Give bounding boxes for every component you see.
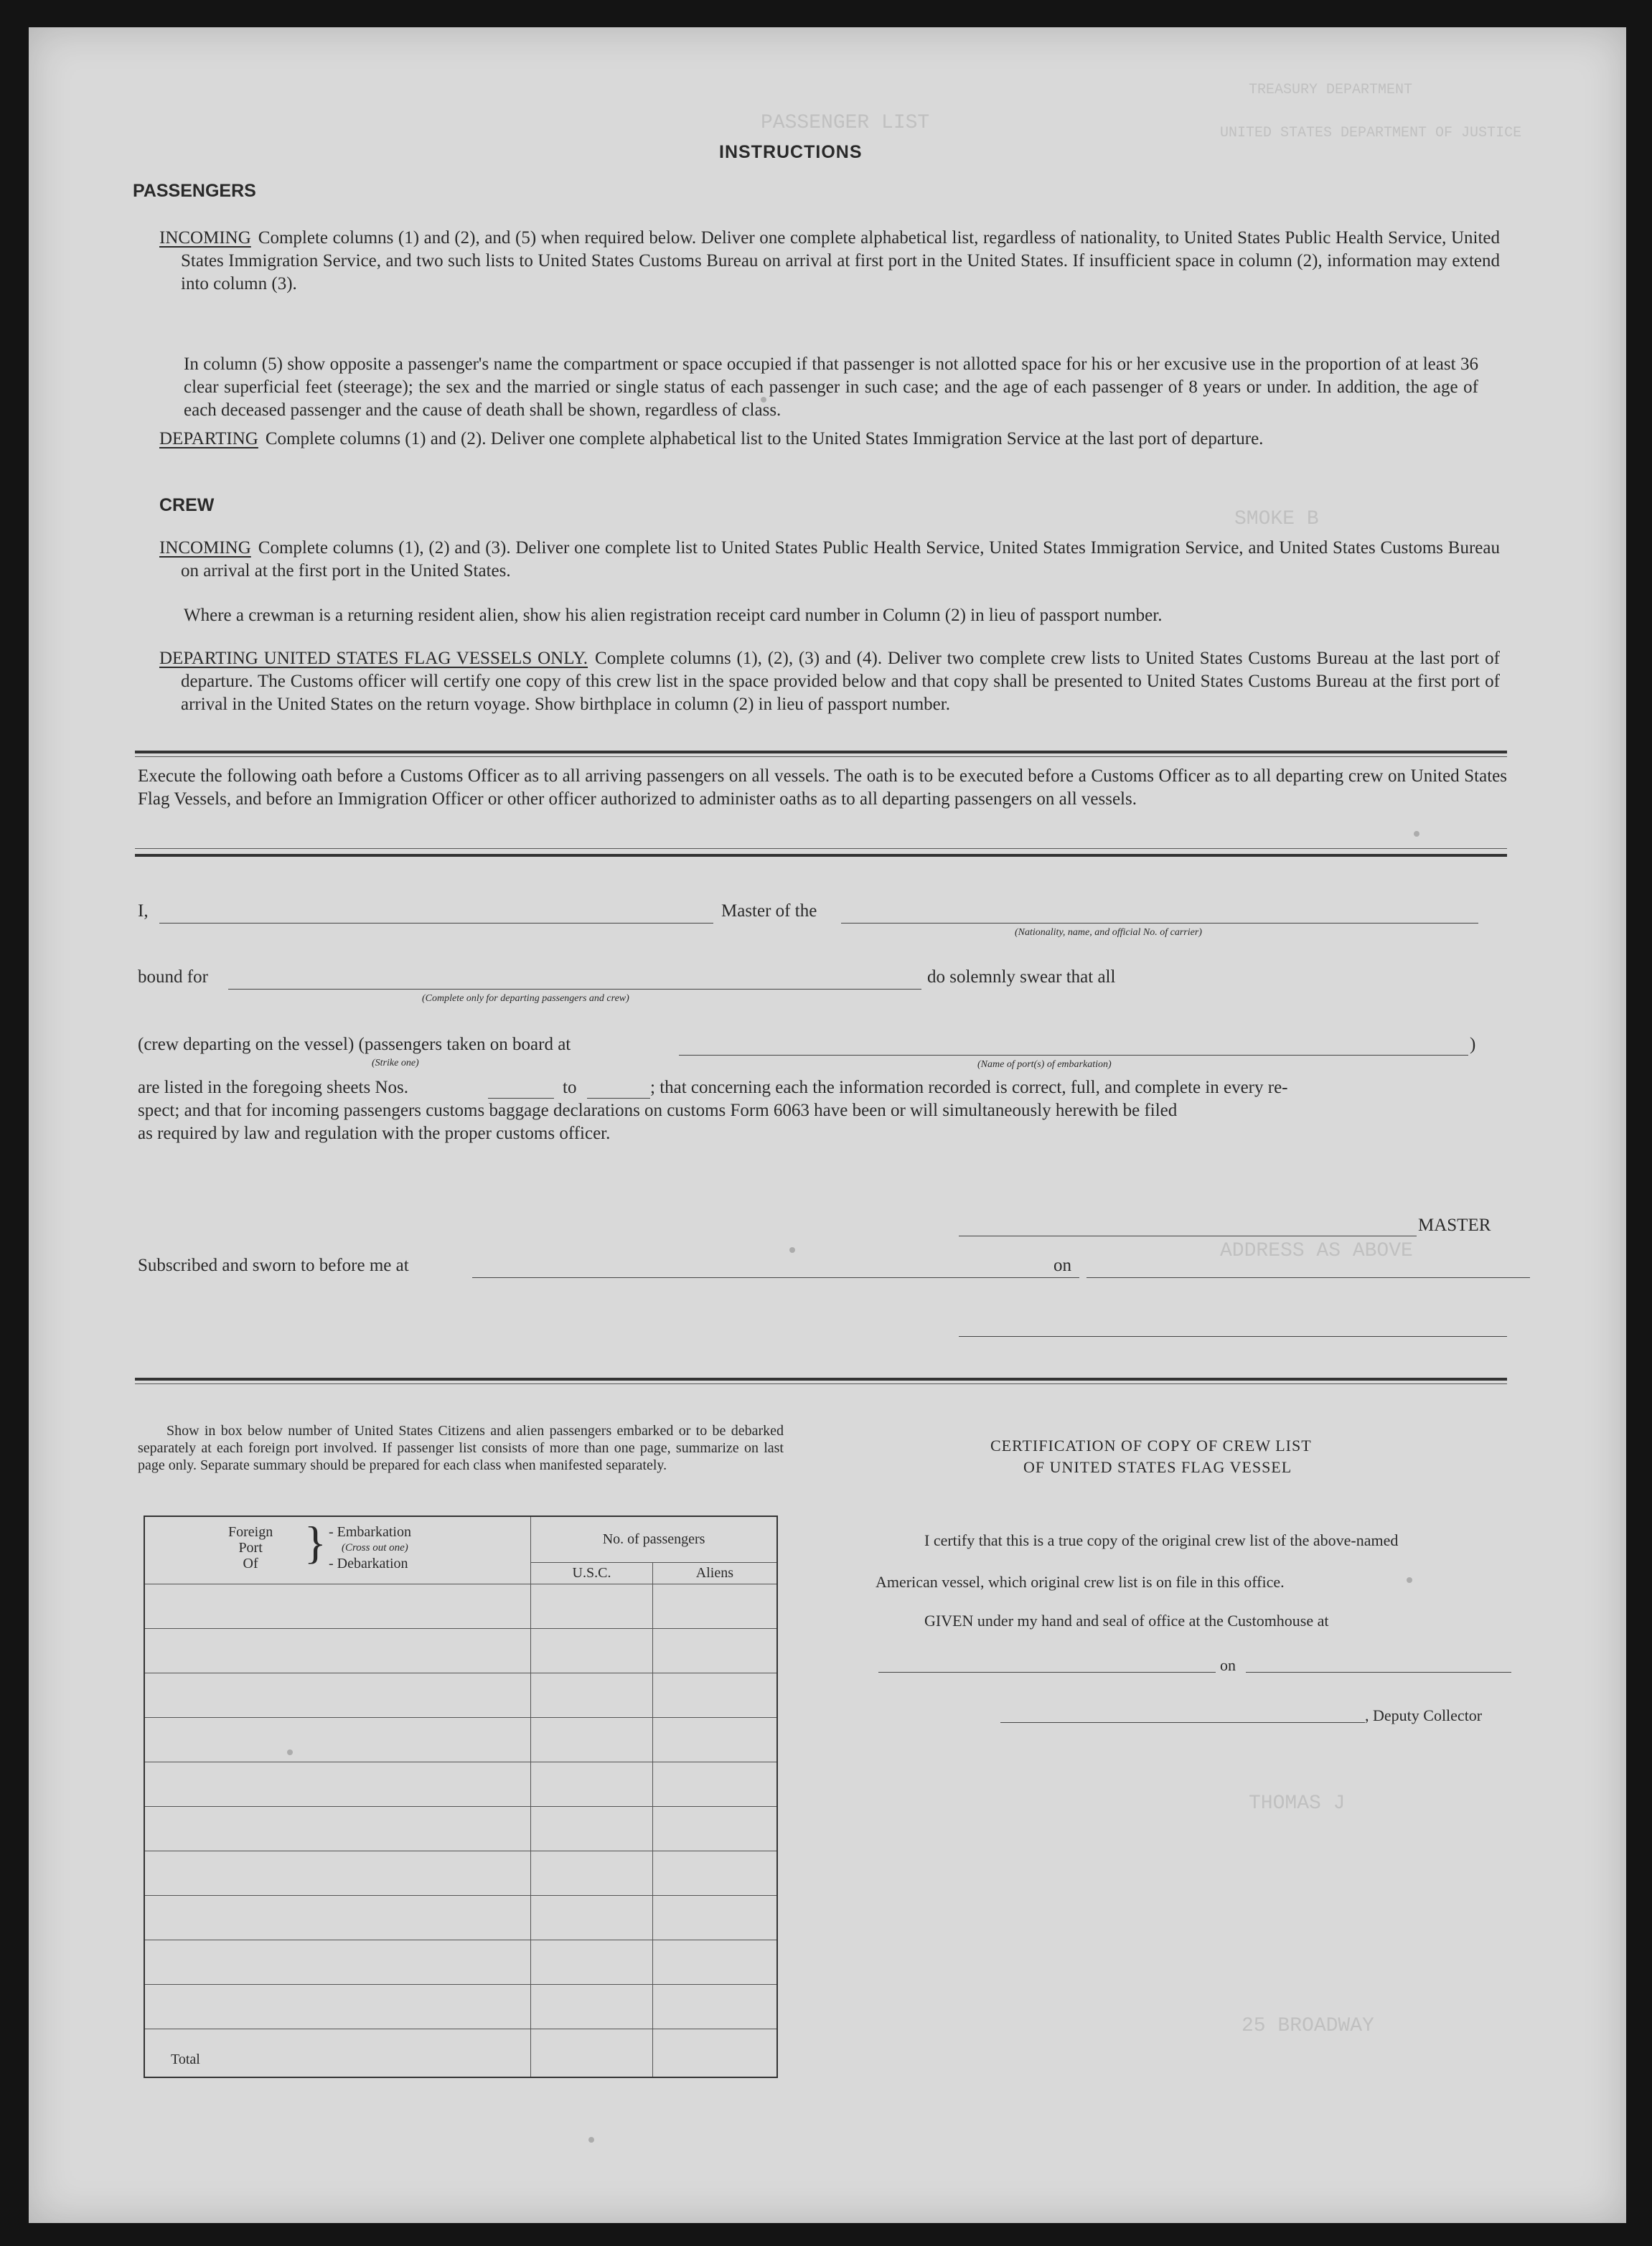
departing-flag-text: Complete columns (1), (2), (3) and (4). Deliver two complete crew lists to United States Customs Bureau at the last port of departure. The Customs officer will certify one copy of this crew list in the space provided below and that copy shall be presented to United States Customs Bureau at the first port of arrival in the United States on the return voyage. Show birthplace in column (2) in lieu of passport number. <box>181 649 1500 714</box>
aliens-cell[interactable] <box>652 1806 777 1851</box>
departing-passengers-instructions <box>159 428 1500 451</box>
sworn-place-field[interactable] <box>472 1277 1079 1278</box>
foreign-port-header <box>144 1516 531 1584</box>
of-label: Of <box>243 1556 258 1571</box>
incoming-crew-instructions <box>159 537 1500 583</box>
resident-alien-text: Where a crewman is a returning resident alien, show his alien registration receipt card number in Column (2) in lieu of passport number. <box>184 606 1163 625</box>
paper-speck <box>789 1247 795 1253</box>
usc-cell[interactable] <box>531 1984 653 2029</box>
debarkation-option[interactable]: - Debarkation <box>329 1556 408 1571</box>
page-title: INSTRUCTIONS <box>719 142 863 162</box>
aliens-cell[interactable] <box>652 1984 777 2029</box>
resident-alien-instructions <box>184 604 1478 627</box>
crew-departing-label: (crew departing on the vessel) (passengers taken on board at <box>138 1035 571 1054</box>
aliens-cell[interactable] <box>652 1584 777 1628</box>
oath-i-label: I, <box>138 901 149 921</box>
port-cell[interactable] <box>144 1895 531 1940</box>
certify-text: I certify that this is a true copy of the original crew list of the above-named <box>924 1531 1399 1549</box>
total-row <box>144 2029 777 2077</box>
incoming-label: INCOMING <box>159 228 251 248</box>
departing-flag-instructions <box>159 647 1500 716</box>
table-row <box>144 1940 777 1984</box>
carrier-field[interactable] <box>841 923 1478 924</box>
strike-one-caption: (Strike one) <box>372 1058 419 1068</box>
given-text: GIVEN under my hand and seal of office at the Customhouse at <box>924 1612 1329 1630</box>
table-row <box>144 1762 777 1806</box>
total-label: Total <box>144 2029 531 2077</box>
port-cell[interactable] <box>144 1717 531 1762</box>
bleed-through-text: PASSENGER LIST <box>761 112 930 134</box>
certification-title-line2: OF UNITED STATES FLAG VESSEL <box>1023 1458 1292 1476</box>
usc-cell[interactable] <box>531 1584 653 1628</box>
box-instructions <box>138 1422 784 1474</box>
departing-passengers-text: Complete columns (1) and (2). Deliver one complete alphabetical list to the United States Immigration Service at the last port of departure. <box>265 429 1264 448</box>
aliens-cell[interactable] <box>652 1895 777 1940</box>
passengers-heading: PASSENGERS <box>133 181 256 201</box>
aliens-cell[interactable] <box>652 1851 777 1895</box>
port-cell[interactable] <box>144 1851 531 1895</box>
bleed-through-text: ADDRESS AS ABOVE <box>1220 1240 1413 1262</box>
box-instructions-text: Show in box below number of United States Citizens and alien passengers embarked or to be debarked separately at each foreign port involved. If passenger list consists of more than one page, summarize on last page only. Separate summary should be prepared for each class when manifested separately. <box>138 1423 784 1473</box>
table-row <box>144 1851 777 1895</box>
master-label: MASTER <box>1418 1216 1491 1235</box>
divider-rule <box>135 756 1507 757</box>
usc-cell[interactable] <box>531 1895 653 1940</box>
incoming-passengers-text: Complete columns (1) and (2), and (5) when required below. Deliver one complete alphabetical list, regardless of nationality, to United States Public Health Service, United States Immigration Service, and two such lists to United States Customs Bureau on arrival at first port in the United States. If insufficient space in column (2), information may extend into column (3). <box>181 228 1500 293</box>
carrier-caption: (Nationality, name, and official No. of carrier) <box>1015 927 1202 938</box>
port-cell[interactable] <box>144 1984 531 2029</box>
bound-for-caption: (Complete only for departing passengers and crew) <box>422 993 629 1004</box>
customhouse-field[interactable] <box>878 1672 1216 1673</box>
crew-heading: CREW <box>159 495 215 515</box>
port-cell[interactable] <box>144 1673 531 1717</box>
ports-field[interactable] <box>679 1055 1468 1056</box>
table-row <box>144 1717 777 1762</box>
to-label: to <box>563 1078 577 1097</box>
usc-cell[interactable] <box>531 1628 653 1673</box>
subscribed-label: Subscribed and sworn to before me at <box>138 1256 409 1275</box>
usc-cell[interactable] <box>531 1673 653 1717</box>
swear-label: do solemnly swear that all <box>927 967 1116 987</box>
aliens-cell[interactable] <box>652 1673 777 1717</box>
divider-rule <box>135 751 1507 753</box>
aliens-header: Aliens <box>652 1562 777 1584</box>
bleed-through-text: TREASURY DEPARTMENT <box>1249 82 1413 98</box>
table-row <box>144 1984 777 2029</box>
divider-rule <box>135 854 1507 857</box>
officer-signature-field[interactable] <box>959 1336 1507 1337</box>
certification-on-label: on <box>1220 1656 1236 1674</box>
bleed-through-text: THOMAS J <box>1249 1792 1346 1815</box>
usc-cell[interactable] <box>531 1851 653 1895</box>
oath-instruction-text: Execute the following oath before a Customs Officer as to all arriving passengers on all vessels. The oath is to be executed before a Customs Officer as to all departing crew on United States Flag Vessels, and before an Immigration Officer or other officer authorized to administer oaths as to all departing passengers on all vessels. <box>138 766 1507 809</box>
aliens-cell[interactable] <box>652 1717 777 1762</box>
paper-speck <box>1407 1577 1412 1583</box>
master-name-field[interactable] <box>159 923 713 924</box>
bound-for-label: bound for <box>138 967 208 987</box>
oath-instructions <box>138 765 1507 811</box>
oath-line3: as required by law and regulation with the proper customs officer. <box>138 1124 611 1143</box>
certification-date-field[interactable] <box>1246 1672 1511 1673</box>
aliens-cell[interactable] <box>652 1628 777 1673</box>
paper-speck <box>588 2137 594 2143</box>
incoming-crew-text: Complete columns (1), (2) and (3). Deliver one complete list to United States Public Health Service, United States Immigration Service, and United States Customs Bureau on arrival at the first port in the United States. <box>181 538 1500 581</box>
no-of-passengers-header: No. of passengers <box>531 1516 777 1562</box>
sheet-to-field[interactable] <box>587 1098 650 1099</box>
cross-out-caption: (Cross out one) <box>342 1542 408 1554</box>
bleed-through-text: UNITED STATES DEPARTMENT OF JUSTICE <box>1220 125 1522 141</box>
brace-icon: } <box>304 1517 327 1568</box>
deputy-collector-label: , Deputy Collector <box>1365 1706 1483 1724</box>
table-row <box>144 1628 777 1673</box>
document-page <box>29 27 1626 2223</box>
departing-flag-label: DEPARTING UNITED STATES FLAG VESSELS ONLY. <box>159 649 588 668</box>
departing-label: DEPARTING <box>159 429 258 448</box>
aliens-cell[interactable] <box>652 1940 777 1984</box>
ports-caption: (Name of port(s) of embarkation) <box>977 1059 1112 1070</box>
sworn-date-field[interactable] <box>1087 1277 1530 1278</box>
oath-line2: spect; and that for incoming passengers customs baggage declarations on customs Form 6063 have been or will simultaneously herewith be filed <box>138 1101 1178 1120</box>
port-cell[interactable] <box>144 1806 531 1851</box>
port-cell[interactable] <box>144 1762 531 1806</box>
aliens-cell[interactable] <box>652 1762 777 1806</box>
bleed-through-text: 25 BROADWAY <box>1242 2015 1374 2037</box>
usc-cell[interactable] <box>531 1806 653 1851</box>
passenger-summary-table <box>144 1516 778 2078</box>
column5-instructions <box>184 353 1478 422</box>
usc-cell[interactable] <box>531 1717 653 1762</box>
bound-for-field[interactable] <box>228 989 921 990</box>
column5-text: In column (5) show opposite a passenger's name the compartment or space occupied if that passenger is not allotted space for his or her excusive use in the proportion of at least 36 clear superficial feet (steerage); the sex and the married or single status of each passenger in such case; and the age of each passenger of 8 years or under. In addition, the age of each deceased passenger and the cause of death shall be shown, regardless of class. <box>184 354 1478 420</box>
listed-prefix: are listed in the foregoing sheets Nos. <box>138 1078 408 1097</box>
sworn-on-label: on <box>1051 1256 1074 1276</box>
american-vessel-text: American vessel, which original crew list is on file in this office. <box>876 1573 1285 1591</box>
divider-rule <box>135 1383 1507 1384</box>
listed-suffix: ; that concerning each the information recorded is correct, full, and complete in every re- <box>650 1078 1288 1097</box>
usc-total-cell[interactable] <box>531 2029 653 2077</box>
master-of-the-label: Master of the <box>721 901 817 921</box>
port-cell[interactable] <box>144 1940 531 1984</box>
embarkation-option[interactable]: - Embarkation <box>329 1524 411 1540</box>
sheet-from-field[interactable] <box>488 1098 554 1099</box>
usc-cell[interactable] <box>531 1940 653 1984</box>
bleed-through-text: SMOKE B <box>1234 508 1319 530</box>
incoming-passengers-instructions <box>159 227 1500 296</box>
paper-speck <box>1414 831 1419 837</box>
usc-cell[interactable] <box>531 1762 653 1806</box>
deputy-collector-signature-field[interactable] <box>1000 1722 1365 1723</box>
port-cell[interactable] <box>144 1584 531 1628</box>
divider-rule <box>135 1378 1507 1381</box>
table-row <box>144 1584 777 1628</box>
divider-rule <box>135 848 1507 849</box>
aliens-total-cell[interactable] <box>652 2029 777 2077</box>
usc-header: U.S.C. <box>531 1562 653 1584</box>
table-row <box>144 1673 777 1717</box>
table-row <box>144 1895 777 1940</box>
foreign-label: Foreign <box>228 1524 273 1540</box>
port-cell[interactable] <box>144 1628 531 1673</box>
incoming-crew-label: INCOMING <box>159 538 251 558</box>
port-label: Port <box>238 1540 263 1556</box>
table-row <box>144 1806 777 1851</box>
close-paren: ) <box>1470 1035 1476 1054</box>
certification-title-line1: CERTIFICATION OF COPY OF CREW LIST <box>990 1437 1312 1455</box>
